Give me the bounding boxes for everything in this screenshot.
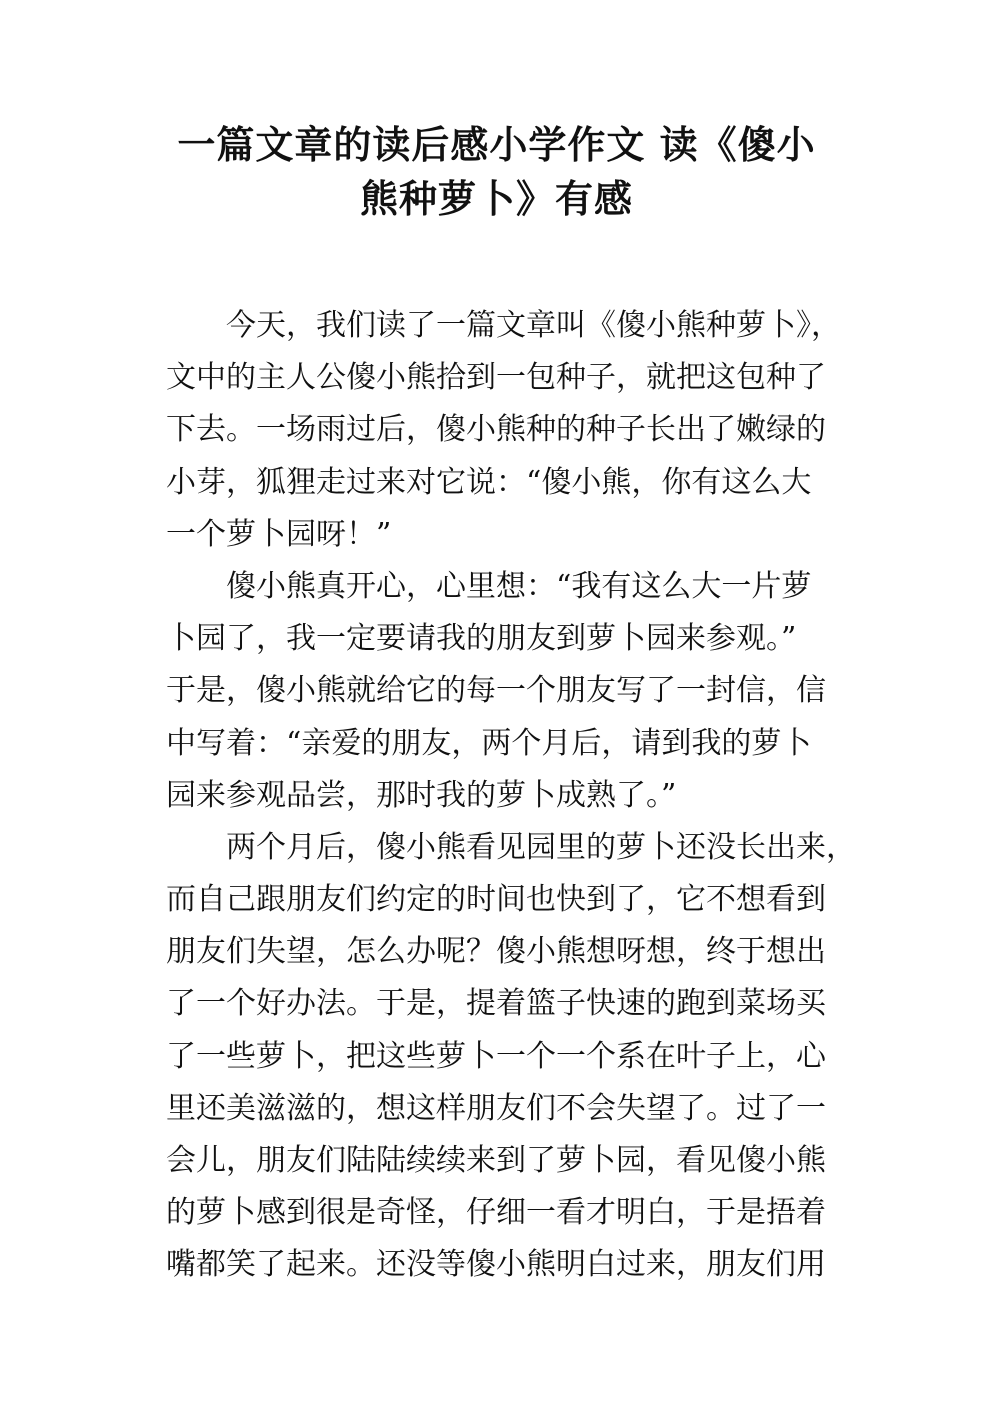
paragraph-line: 了一个好办法。于是，提着篮子快速的跑到菜场买	[166, 986, 826, 1022]
paragraph-line: 中写着：“亲爱的朋友，两个月后，请到我的萝卜	[166, 725, 812, 761]
paragraph-line: 园来参观品尝，那时我的萝卜成熟了。”	[166, 777, 677, 813]
paragraph-line: 的萝卜感到很是奇怪，仔细一看才明白，于是捂着	[166, 1195, 826, 1231]
document-title	[120, 118, 873, 226]
paragraph	[166, 822, 866, 1292]
paragraph-line: 卜园了，我一定要请我的朋友到萝卜园来参观。”	[166, 621, 797, 657]
paragraph-line: 里还美滋滋的，想这样朋友们不会失望了。过了一	[166, 1090, 826, 1126]
title-line: 熊种萝卜》有感	[359, 177, 633, 221]
paragraph-line: 而自己跟朋友们约定的时间也快到了，它不想看到	[166, 882, 826, 918]
paragraph	[166, 300, 866, 561]
paragraph-line: 两个月后，傻小熊看见园里的萝卜还没长出来，	[226, 829, 856, 865]
document-body	[166, 300, 866, 1292]
paragraph-line: 于是，傻小熊就给它的每一个朋友写了一封信，信	[166, 673, 826, 709]
paragraph-line: 朋友们失望，怎么办呢？傻小熊想呀想，终于想出	[166, 934, 826, 970]
paragraph-line: 文中的主人公傻小熊拾到一包种子，就把这包种了	[166, 360, 826, 396]
paragraph-line: 了一些萝卜，把这些萝卜一个一个系在叶子上，心	[166, 1038, 826, 1074]
paragraph	[166, 561, 866, 822]
title-line: 一篇文章的读后感小学作文 读《傻小	[177, 123, 816, 167]
paragraph-line: 傻小熊真开心，心里想：“我有这么大一片萝	[226, 568, 812, 604]
paragraph-line: 下去。一场雨过后，傻小熊种的种子长出了嫩绿的	[166, 412, 826, 448]
paragraph-line: 会儿，朋友们陆陆续续来到了萝卜园，看见傻小熊	[166, 1143, 826, 1178]
paragraph-line: 今天，我们读了一篇文章叫《傻小熊种萝卜》，	[226, 308, 841, 343]
paragraph-line: 一个萝卜园呀！”	[166, 516, 392, 552]
paragraph-line: 小芽，狐狸走过来对它说：“傻小熊，你有这么大	[166, 464, 812, 500]
paragraph-line: 嘴都笑了起来。还没等傻小熊明白过来，朋友们用	[166, 1247, 826, 1283]
